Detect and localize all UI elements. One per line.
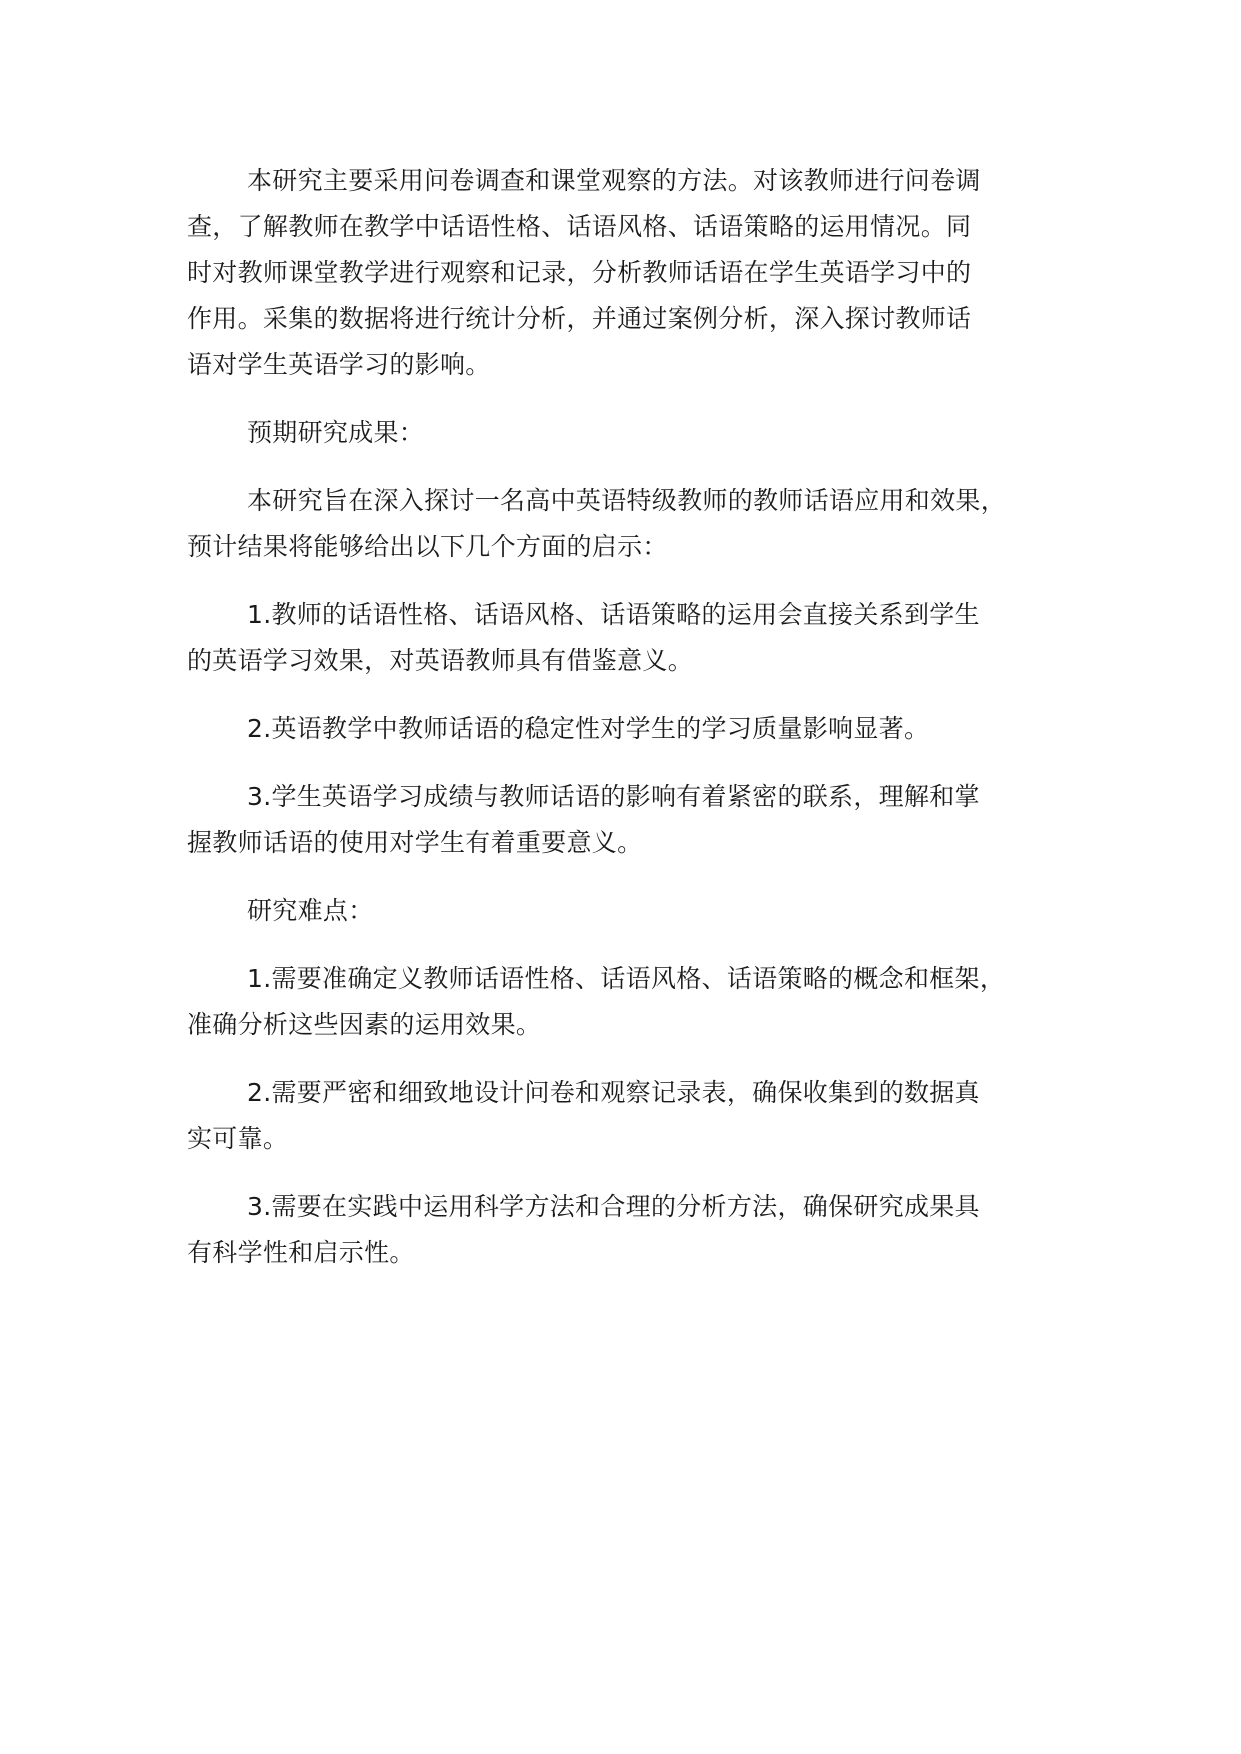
text-line: 2.需要严密和细致地设计问卷和观察记录表，确保收集到的数据真 — [247, 1078, 980, 1107]
text-line: 查，了解教师在教学中话语性格、话语风格、话语策略的运用情况。同 — [187, 212, 972, 241]
section-heading: 预期研究成果： — [247, 418, 425, 447]
text-line: 作用。采集的数据将进行统计分析，并通过案例分析，深入探讨教师话 — [187, 304, 972, 333]
list-item-expected-3 — [187, 774, 1087, 866]
text-line: 1.教师的话语性格、话语风格、话语策略的运用会直接关系到学生 — [247, 600, 980, 629]
list-item-difficulty-2 — [187, 1070, 1087, 1162]
text-line: 握教师话语的使用对学生有着重要意义。 — [187, 828, 643, 857]
text-line: 实可靠。 — [187, 1124, 289, 1153]
heading-difficulties — [187, 888, 1087, 934]
text-line: 语对学生英语学习的影响。 — [187, 350, 491, 379]
text-line: 有科学性和启示性。 — [187, 1238, 415, 1267]
text-line: 本研究旨在深入探讨一名高中英语特级教师的教师话语应用和效果， — [247, 486, 1007, 515]
text-line: 准确分析这些因素的运用效果。 — [187, 1010, 542, 1039]
list-item-difficulty-1 — [187, 956, 1087, 1048]
text-line: 时对教师课堂教学进行观察和记录，分析教师话语在学生英语学习中的 — [187, 258, 972, 287]
paragraph-method — [187, 158, 1087, 388]
heading-expected-results — [187, 410, 1087, 456]
text-line: 预计结果将能够给出以下几个方面的启示： — [187, 532, 668, 561]
paragraph-expected-intro — [187, 478, 1087, 570]
text-line: 2.英语教学中教师话语的稳定性对学生的学习质量影响显著。 — [247, 714, 930, 743]
text-line: 1.需要准确定义教师话语性格、话语风格、话语策略的概念和框架， — [247, 964, 1006, 993]
text-line: 3.需要在实践中运用科学方法和合理的分析方法，确保研究成果具 — [247, 1192, 980, 1221]
list-item-expected-2 — [187, 706, 1087, 752]
document-body — [187, 158, 1087, 1298]
text-line: 3.学生英语学习成绩与教师话语的影响有着紧密的联系，理解和掌 — [247, 782, 980, 811]
text-line: 本研究主要采用问卷调查和课堂观察的方法。对该教师进行问卷调 — [247, 166, 981, 195]
list-item-expected-1 — [187, 592, 1087, 684]
section-heading: 研究难点： — [247, 896, 374, 925]
list-item-difficulty-3 — [187, 1184, 1087, 1276]
text-line: 的英语学习效果，对英语教师具有借鉴意义。 — [187, 646, 694, 675]
